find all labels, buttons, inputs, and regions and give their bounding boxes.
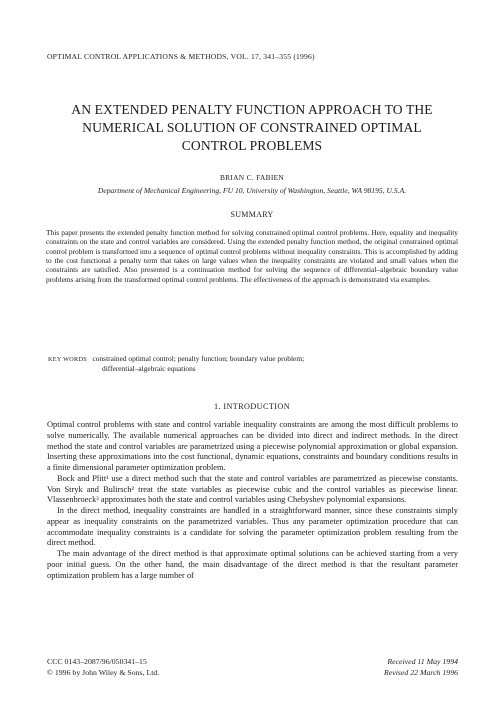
keywords: [48, 354, 458, 374]
article-title: [30, 101, 474, 155]
title-line: NUMERICAL SOLUTION OF CONSTRAINED OPTIMAL: [82, 120, 422, 135]
revised-date: Revised 22 March 1996: [384, 668, 458, 677]
keywords-label: KEY WORDS: [48, 356, 87, 363]
keywords-line: constrained optimal control; penalty function; boundary value problem;: [92, 354, 305, 363]
journal-header: OPTIMAL CONTROL APPLICATIONS & METHODS, VOL. 17, 341–355 (1996): [47, 52, 315, 61]
title-line: CONTROL PROBLEMS: [181, 138, 323, 153]
summary-heading: SUMMARY: [230, 210, 274, 219]
copyright: © 1996 by John Wiley & Sons, Ltd.: [47, 668, 160, 677]
introduction-body: [47, 420, 458, 581]
keywords-line: differential–algebraic equations: [102, 364, 196, 374]
paragraph: Optimal control problems with state and control variable inequality constraints are among the most difficult problems to solve numerically. The available numerical approaches can be divided into direct and indirect methods. In the direct method the state and control variables are parametrized using a piecewise polynomial approximation or global expansion. Inserting these approximations into the cost functional, dynamic equations, constraints and boundary conditions results in a finite dimensional parameter optimization problem.: [47, 420, 458, 472]
footer-right: [384, 656, 458, 678]
ccc-code: CCC 0143–2087/96/050341–15: [47, 657, 147, 666]
abstract-text: This paper presents the extended penalty function method for solving constrained optimal control problems. Here, equality and inequality constraints on the state and control variables are considered. Using the extended penalty function method, the original constrained optimal control problem is transformed into a sequence of optimal control problems without inequality constraints. This is accomplished by adding to the cost functional a penalty term that takes on large values when the inequality constraints are violated and small values when the constraints are satisfied. Also presented is a continuation method for solving the sequence of differential–algebraic boundary value problems arising from the transformed optimal control problems. The effectiveness of the approach is demonstrated via examples.: [46, 228, 458, 284]
received-date: Received 11 May 1994: [387, 657, 458, 666]
section-heading: 1. INTRODUCTION: [213, 402, 291, 411]
paragraph: The main advantage of the direct method is that approximate optimal solutions can be achieved starting from a very poor initial guess. On the other hand, the main disadvantage of the direct method is that the resultant parameter optimization problem has a large number of: [47, 549, 458, 580]
title-line: AN EXTENDED PENALTY FUNCTION APPROACH TO THE: [71, 102, 433, 117]
author-affiliation: Department of Mechanical Engineering, FU 10, University of Washington, Seattle, WA 98195, U.S.A.: [97, 186, 407, 195]
paragraph: In the direct method, inequality constraints are handled in a straightforward manner, since these constraints simply appear as inequality constraints on the parametrized variables. Thus any parameter optimization procedure that can accommodate inequality constraints is a candidate for solving the parameter optimization problem resulting from the direct method.: [47, 506, 458, 548]
footer-left: [47, 656, 159, 678]
paragraph: Bock and Plitt¹ use a direct method such that the state and control variables are parametrized as piecewise constants. Von Stryk and Bulirsch² treat the state variables as piecewise cubic and the control variables as piecewise linear. Vlassenbroeck³ approximates both the state and control variables using Chebyshev polynomial expansions.: [47, 473, 458, 505]
author-name: BRIAN C. FABIEN: [219, 173, 285, 182]
